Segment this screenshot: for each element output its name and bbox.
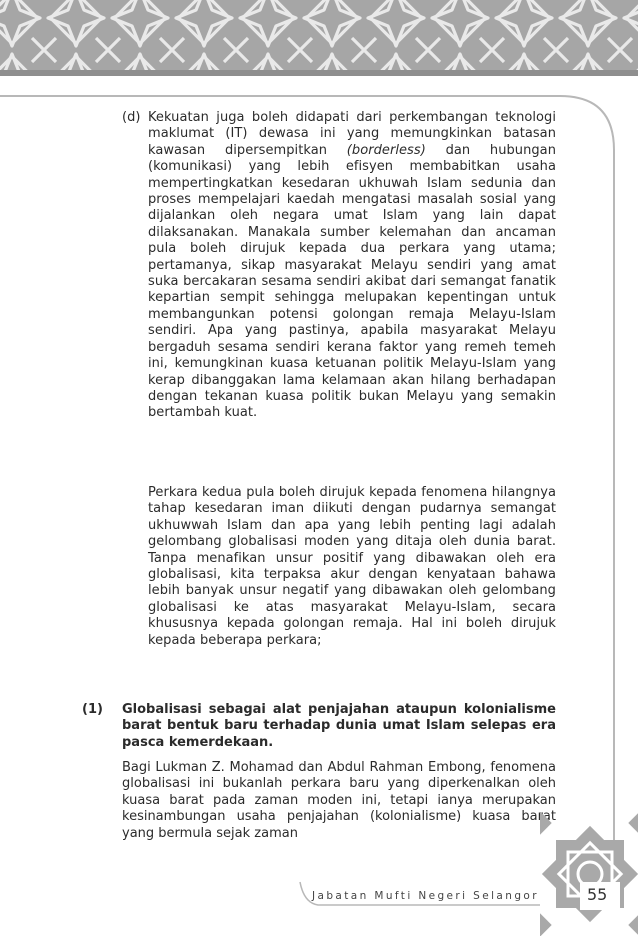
section-1-number: (1) <box>82 702 103 717</box>
item-d-paragraph-2: Perkara kedua pula boleh dirujuk kepada fenomena hilangnya tahap kesedaran iman diikuti dengan pudarnya semangat ukhuwwah Islam dan apa yang lebih penting lagi adalah gelombang globalisasi moden yang ditaja oleh dunia barat. Tanpa menafikan unsur positif yang dibawakan oleh era globalisasi, kita terpaksa akur dengan kenyataan bahawa lebih banyak unsur negatif yang dibawakan oleh gelombang globalisasi ke atas masyarakat Melayu-Islam, secara khususnya kepada golongan remaja. Hal ini boleh dirujuk kepada beberapa perkara; <box>148 485 556 648</box>
corner-ornament <box>540 812 638 936</box>
page-number: 55 <box>587 885 608 904</box>
section-1-body: Bagi Lukman Z. Mohamad dan Abdul Rahman Embong, fenomena globalisasi ini bukanlah perkara baru yang diperkenalkan oleh kuasa barat pada zaman moden ini, tetapi ianya merupakan kesinambungan usaha penjajahan (kolonialisme) kuasa barat yang bermula sejak zaman <box>122 760 556 841</box>
item-d-text-before: Kekuatan juga boleh didapati dari perkembangan teknologi maklumat (IT) dewasa ini yang memungkinkan batasan kawasan dipersempitkan <box>148 110 556 158</box>
item-d-marker: (d) <box>122 110 141 125</box>
section-1-heading: Globalisasi sebagai alat penjajahan ataupun kolonialisme barat bentuk baru terhadap dunia umat Islam selepas era pasca kemerdekaan. <box>122 702 556 750</box>
item-d-text-after: dan hubungan (komunikasi) yang lebih efisyen membabitkan usaha mempertingkatkan kesedaran ukhuwah Islam sedunia dan proses mempelajari kaedah mengatasi masalah sosial yang dijalankan oleh negara umat Islam yang lain dapat dilaksanakan. Manakala sumber kelemahan dan ancaman pula boleh dirujuk kepada dua perkara yang utama; pertamanya, sikap masyarakat Melayu sendiri yang amat suka bercakaran sesama sendiri akibat dari semangat fanatik kepartian sempit sehingga melupakan kepentingan untuk membangunkan potensi golongan remaja Melayu-Islam sendiri. Apa yang pastinya, apabila masyarakat Melayu bergaduh sesama sendiri kerana faktor yang remeh temeh ini, kemungkinan kuasa ketuanan politik Melayu-Islam yang kerap dibanggakan lama kelamaan akan hilang berhadapan dengan tekanan kuasa politik bukan Melayu yang semakin bertambah kuat. <box>148 142 556 421</box>
item-d-paragraph <box>148 110 556 422</box>
footer-publisher: Jabatan Mufti Negeri Selangor <box>312 890 539 902</box>
item-d-italic-term: (borderless) <box>346 142 426 158</box>
